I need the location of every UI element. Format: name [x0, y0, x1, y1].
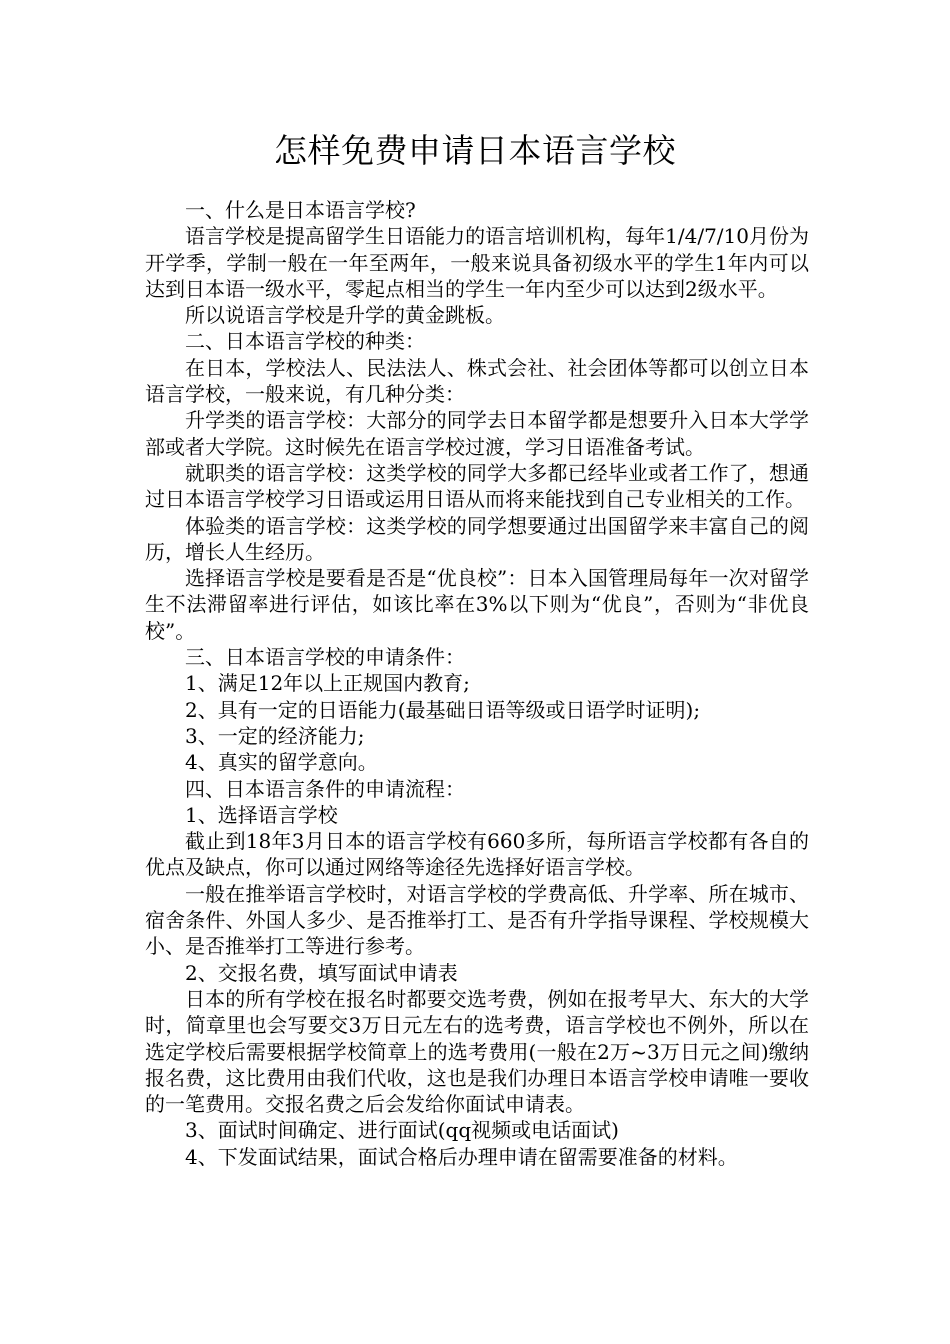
document-title: 怎样免费申请日本语言学校	[274, 131, 676, 170]
paragraph: 3、面试时间确定、进行面试(qq视频或电话面试)	[185, 1118, 619, 1143]
paragraph: 选择语言学校是要看是否是“优良校”：日本入国管理局每年一次对留学生不法滞留率进行评估，如该比率在3%以下则为“优良”，否则为“非优良校”。	[145, 566, 809, 643]
paragraph: 语言学校是提高留学生日语能力的语言培训机构，每年1/4/7/10月份为开学季，学制一般在一年至两年，一般来说具备初级水平的学生1年内可以达到日本语一级水平，零起点相当的学生一年内至少可以达到2级水平。	[145, 224, 809, 301]
paragraph: 1、选择语言学校	[185, 802, 338, 827]
paragraph: 一、什么是日本语言学校?	[185, 198, 416, 222]
paragraph: 4、真实的留学意向。	[185, 750, 378, 775]
document-body	[145, 197, 809, 1170]
paragraph: 体验类的语言学校：这类学校的同学想要通过出国留学来丰富自己的阅历，增长人生经历。	[145, 513, 809, 564]
paragraph: 一般在推举语言学校时，对语言学校的学费高低、升学率、所在城市、宿舍条件、外国人多少、是否推举打工、是否有升学指导课程、学校规模大小、是否推举打工等进行参考。	[145, 881, 809, 959]
paragraph: 在日本，学校法人、民法法人、株式会社、社会团体等都可以创立日本语言学校，一般来说，有几种分类：	[145, 355, 809, 407]
paragraph: 三、日本语言学校的申请条件：	[185, 645, 465, 670]
paragraph: 就职类的语言学校：这类学校的同学大多都已经毕业或者工作了，想通过日本语言学校学习日语或运用日语从而将来能找到自己专业相关的工作。	[145, 460, 809, 512]
paragraph: 截止到18年3月日本的语言学校有660多所，每所语言学校都有各自的优点及缺点，你可以通过网络等途径先选择好语言学校。	[145, 829, 809, 880]
paragraph: 2、交报名费，填写面试申请表	[185, 960, 458, 985]
paragraph: 四、日本语言条件的申请流程：	[185, 776, 465, 801]
paragraph: 所以说语言学校是升学的黄金跳板。	[185, 303, 505, 328]
paragraph: 升学类的语言学校：大部分的同学去日本留学都是想要升入日本大学学部或者大学院。这时候先在语言学校过渡，学习日语准备考试。	[145, 408, 809, 459]
paragraph: 4、下发面试结果，面试合格后办理申请在留需要准备的材料。	[185, 1144, 738, 1169]
paragraph: 日本的所有学校在报名时都要交选考费，例如在报考早大、东大的大学时，简章里也会写要交3万日元左右的选考费，语言学校也不例外，所以在选定学校后需要根据学校简章上的选考费用(一般在2万~3万日元之间)缴纳报名费，这比费用由我们代收，这也是我们办理日本语言学校申请唯一要收的一笔费用。交报名费之后会发给你面试申请表。	[145, 986, 809, 1117]
paragraph: 1、满足12年以上正规国内教育;	[185, 671, 470, 696]
paragraph: 2、具有一定的日语能力(最基础日语等级或日语学时证明);	[185, 697, 701, 722]
paragraph: 3、一定的经济能力;	[185, 723, 365, 748]
paragraph: 二、日本语言学校的种类：	[185, 329, 425, 354]
